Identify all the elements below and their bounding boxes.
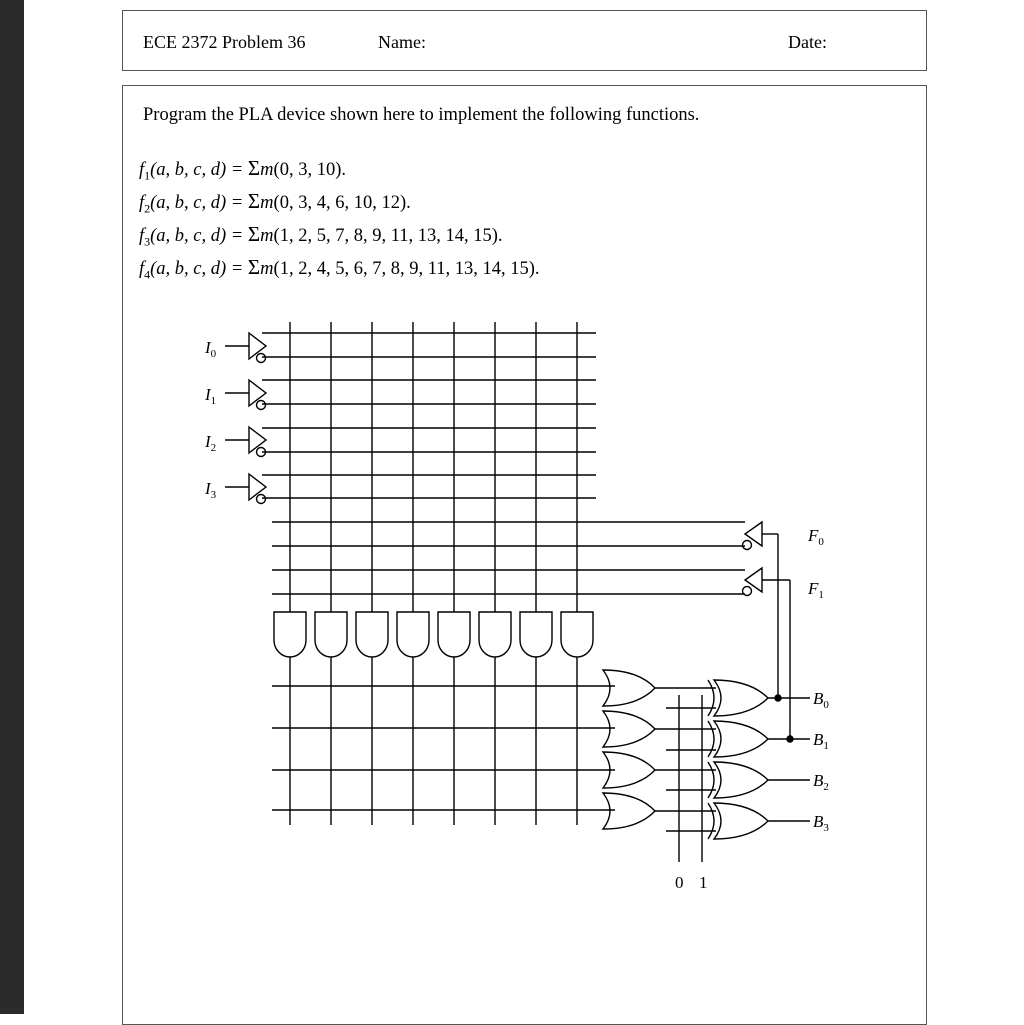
name-label: Name: [378,32,426,52]
function-f3: $f_3(a$, b, c, d) = Σm(1, 2, 5, 7, 8, 9, 11, 13, 14, 15). [139,222,503,249]
course-problem-title: ECE 2372 Problem 36 [143,32,306,52]
output-label-2: $B_2$ [813,771,829,793]
feedback-buffers [743,522,763,596]
input-buffer-1 [225,380,266,410]
xor-gates [708,680,768,839]
output-label-3: $B_3$ [813,812,829,834]
and-plane-input-lines [262,333,596,498]
or-plane-lines [272,686,615,810]
output-label-1: $B_1$ [813,730,829,752]
and-gates [274,612,593,657]
polarity-label-0: 0 [675,873,684,892]
input-buffer-2 [225,427,266,457]
polarity-lines [679,695,702,862]
input-buffer-0 [225,333,266,363]
instruction-text: Program the PLA device shown here to implement the following functions. [143,105,700,125]
output-label-0: $B_0$ [813,689,829,711]
date-label: Date: [788,32,827,52]
function-f1: $f_1(a$, b, c, d) = Σm(0, 3, 10). [139,156,346,183]
feedback-buffer-0 [743,522,763,550]
input-label-3: $I_3$ [205,479,217,501]
input-buffer-3 [225,474,266,504]
product-term-lines [290,322,577,612]
or-to-xor-wires [655,688,716,831]
input-label-1: $I_1$ [205,385,217,407]
or-gates [603,670,655,829]
function-f4: $f_4(a$, b, c, d) = Σm(1, 2, 4, 5, 6, 7, 8, 9, 11, 13, 14, 15). [139,255,540,282]
or-plane-product-lines [290,657,577,825]
feedback-paths [762,534,793,742]
input-label-2: $I_2$ [205,432,217,454]
output-wires [768,698,810,821]
polarity-label-1: 1 [699,873,708,892]
feedback-label-0: $F_0$ [808,526,824,548]
diagram-labels [204,338,829,892]
and-plane-feedback-lines [272,522,745,594]
feedback-label-1: $F_1$ [808,579,824,601]
input-label-0: $I_0$ [205,338,217,360]
function-f2: $f_2(a$, b, c, d) = Σm(0, 3, 4, 6, 10, 12). [139,189,411,216]
feedback-buffer-1 [743,568,763,596]
input-buffers [225,333,266,504]
